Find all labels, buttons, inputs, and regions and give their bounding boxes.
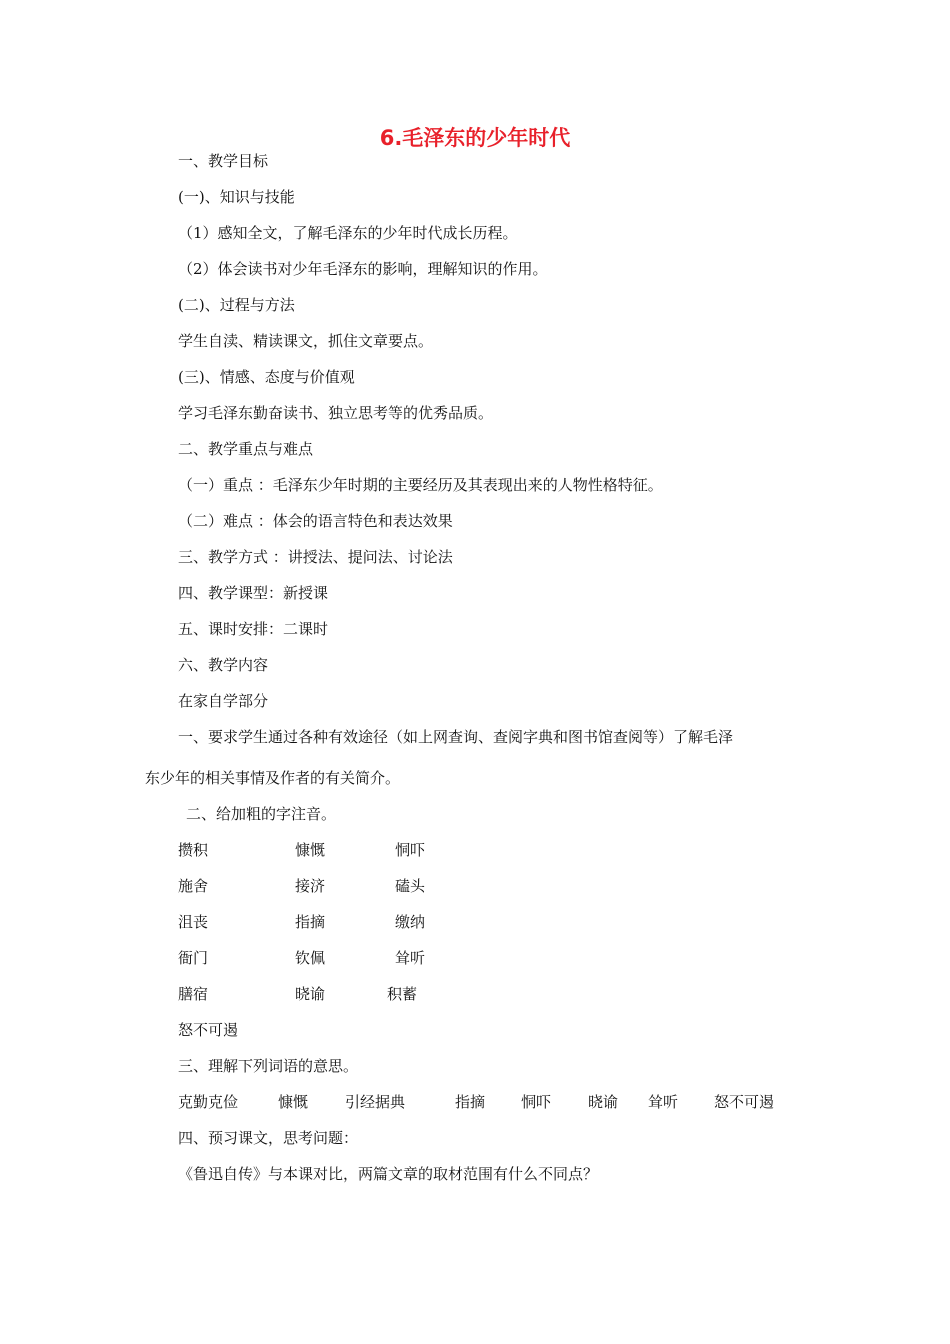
process-text: 学生自渎、精读课文，抓住文章要点。 (178, 332, 434, 350)
schedule-text: 五、课时安排：二课时 (178, 620, 329, 638)
vocab-row (178, 1091, 818, 1113)
word-item: 磕头 (395, 877, 426, 895)
subheading-self-study: 在家自学部分 (178, 692, 269, 710)
heading-key-difficult: 二、教学重点与难点 (178, 440, 314, 458)
subheading-process-method: (二)、过程与方法 (178, 296, 295, 314)
word-item: 晓谕 (295, 985, 326, 1003)
word-item: 接济 (295, 877, 326, 895)
word-item: 恫吓 (395, 841, 426, 859)
subheading-emotion-values: (三)、情感、态度与价值观 (178, 368, 355, 386)
difficult-point-text: （二）难点 ：体会的语言特色和表达效果 (178, 512, 453, 530)
word-item: 怒不可遏 (178, 1021, 239, 1039)
task-1-text-continued: 东少年的相关事情及作者的有关简介。 (145, 769, 401, 787)
word-item: 缴纳 (395, 913, 426, 931)
pinyin-row (178, 1019, 578, 1041)
word-item: 慷慨 (295, 841, 326, 859)
teaching-method-text: 三、教学方式 ：讲授法、提问法、讨论法 (178, 548, 453, 566)
word-item: 耸听 (395, 949, 426, 967)
heading-teaching-goals: 一、教学目标 (178, 152, 269, 170)
goal-item-2: （2）体会读书对少年毛泽东的影响，理解知识的作用。 (178, 260, 548, 278)
vocab-item: 慷慨 (278, 1093, 309, 1111)
pinyin-row (178, 947, 578, 969)
task-1-text: 一、要求学生通过各种有效途径（如上网查询、查阅字典和图书馆查阅等）了解毛泽 (178, 728, 734, 746)
word-item: 钦佩 (295, 949, 326, 967)
pinyin-row (178, 839, 578, 861)
word-item: 膳宿 (178, 985, 209, 1003)
page-title: 6.毛泽东的少年时代 (379, 126, 571, 150)
pinyin-row (178, 911, 578, 933)
vocab-item: 怒不可遏 (714, 1093, 775, 1111)
word-item: 沮丧 (178, 913, 209, 931)
word-item: 积蓄 (387, 985, 418, 1003)
task-2-heading: 二、给加粗的字注音。 (186, 805, 337, 823)
word-item: 指摘 (295, 913, 326, 931)
pinyin-row (178, 983, 578, 1005)
pinyin-row (178, 875, 578, 897)
task-4-question: 《鲁迅自传》与本课对比，两篇文章的取材范围有什么不同点？ (178, 1165, 599, 1183)
vocab-item: 晓谕 (588, 1093, 619, 1111)
goal-item-1: （1）感知全文，了解毛泽东的少年时代成长历程。 (178, 224, 518, 242)
subheading-knowledge-skills: (一)、知识与技能 (178, 188, 295, 206)
word-item: 施舍 (178, 877, 209, 895)
word-item: 衙门 (178, 949, 209, 967)
emotion-text: 学习毛泽东勤奋读书、独立思考等的优秀品质。 (178, 404, 494, 422)
vocab-item: 恫吓 (521, 1093, 552, 1111)
vocab-item: 克勤克俭 (178, 1093, 239, 1111)
vocab-item: 耸听 (648, 1093, 679, 1111)
heading-teaching-content: 六、教学内容 (178, 656, 269, 674)
task-4-heading: 四、预习课文，思考问题： (178, 1129, 359, 1147)
lesson-type-text: 四、教学课型：新授课 (178, 584, 329, 602)
vocab-item: 指摘 (455, 1093, 486, 1111)
key-point-text: （一）重点 ：毛泽东少年时期的主要经历及其表现出来的人物性格特征。 (178, 476, 663, 494)
task-3-heading: 三、理解下列词语的意思。 (178, 1057, 359, 1075)
word-item: 攒积 (178, 841, 209, 859)
vocab-item: 引经据典 (345, 1093, 406, 1111)
